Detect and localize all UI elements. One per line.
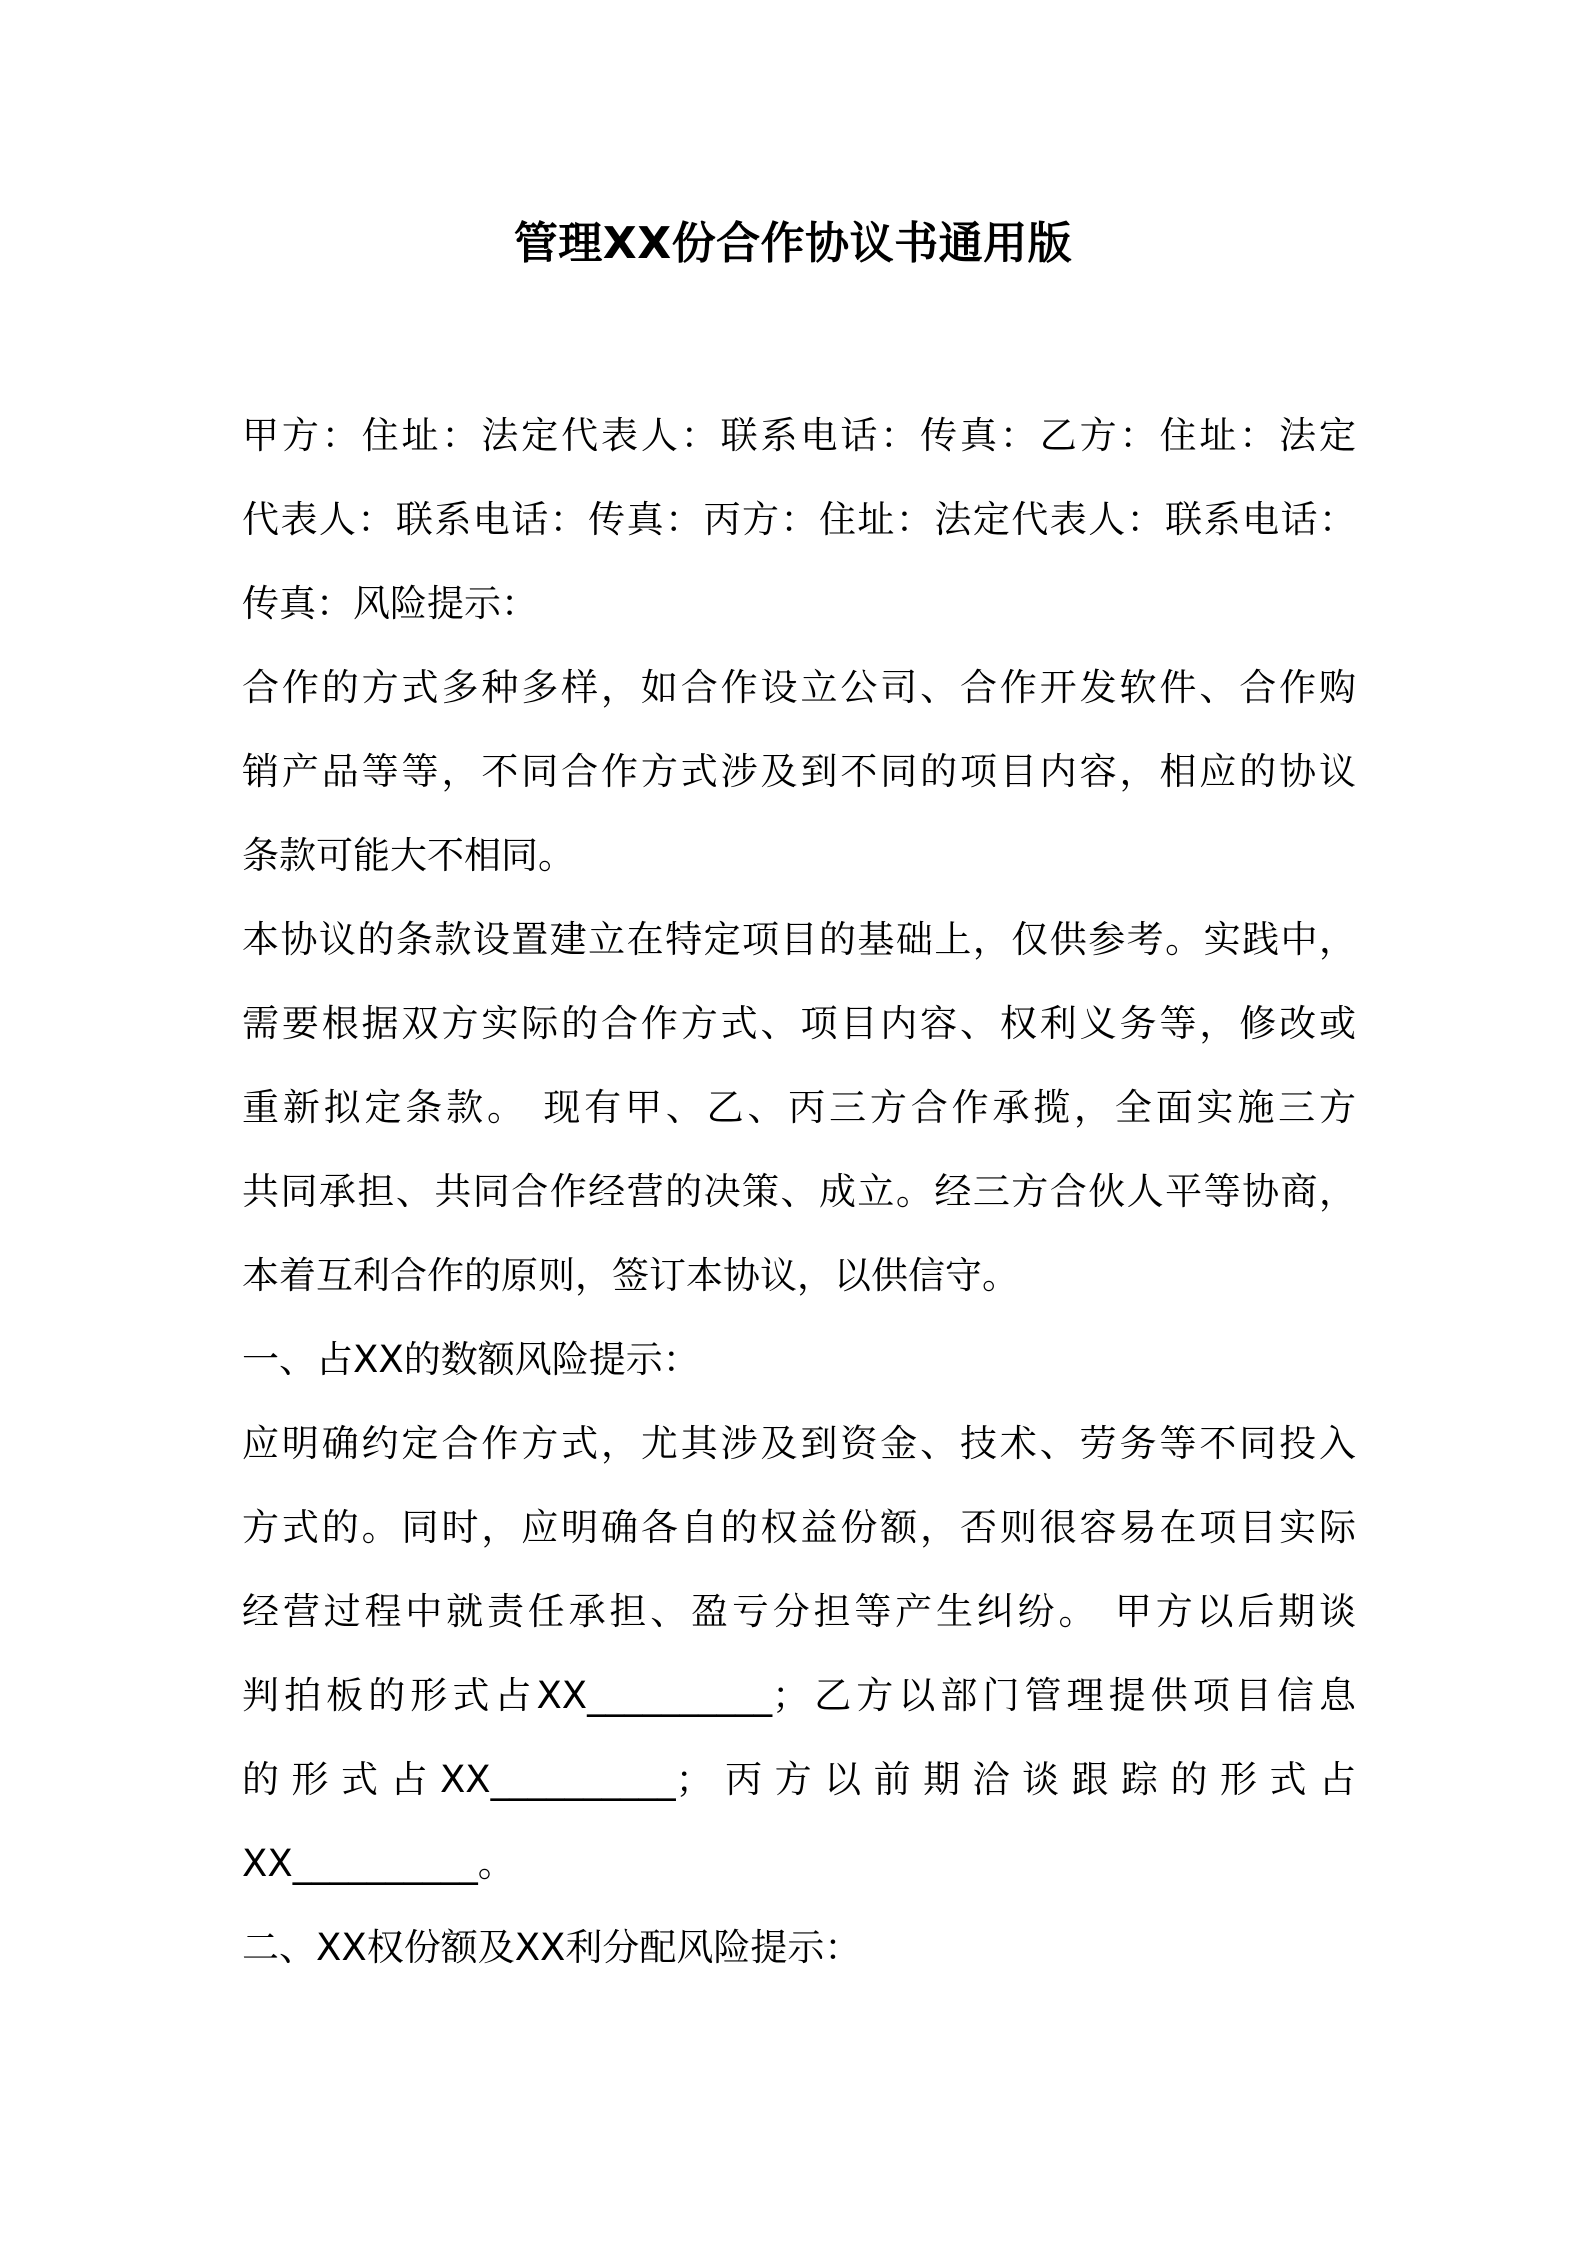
paragraph-line: 经营过程中就责任承担、盈亏分担等产生纠纷。 甲方以后期谈: [242, 1590, 1356, 1633]
paragraph-line: 合作的方式多种多样，如合作设立公司、合作开发软件、合作购: [242, 666, 1356, 709]
paragraph-line: 本协议的条款设置建立在特定项目的基础上，仅供参考。实践中，: [242, 918, 1356, 961]
document-title: 管理XX份合作协议书通用版: [513, 218, 1073, 269]
paragraph-line: 应明确约定合作方式，尤其涉及到资金、技术、劳务等不同投入: [242, 1422, 1356, 1465]
paragraph-line: 条款可能大不相同。: [242, 834, 575, 877]
section-heading: 二、XX权份额及XX利分配风险提示：: [242, 1926, 862, 1969]
paragraph-line: 共同承担、共同合作经营的决策、成立。经三方合伙人平等协商，: [242, 1170, 1356, 1213]
paragraph-line: 代表人：联系电话：传真：丙方：住址：法定代表人：联系电话：: [242, 498, 1356, 541]
document-body: [242, 394, 1356, 1990]
paragraph-line: 判拍板的形式占XX__________；乙方以部门管理提供项目信息: [242, 1674, 1356, 1717]
paragraph-line: 的形式占XX__________；丙方以前期洽谈跟踪的形式占: [242, 1758, 1356, 1801]
paragraph-line: 重新拟定条款。 现有甲、乙、丙三方合作承揽，全面实施三方: [242, 1086, 1356, 1129]
paragraph-line: 方式的。同时，应明确各自的权益份额，否则很容易在项目实际: [242, 1506, 1356, 1549]
paragraph-line: XX__________。: [242, 1842, 515, 1885]
paragraph-line: 销产品等等，不同合作方式涉及到不同的项目内容，相应的协议: [242, 750, 1356, 793]
paragraph-line: 甲方：住址：法定代表人：联系电话：传真：乙方：住址：法定: [242, 414, 1356, 457]
paragraph-line: 传真：风险提示：: [242, 582, 538, 625]
section-heading: 一、占XX的数额风险提示：: [242, 1338, 700, 1381]
paragraph-line: 本着互利合作的原则，签订本协议，以供信守。: [242, 1254, 1019, 1297]
paragraph-line: 需要根据双方实际的合作方式、项目内容、权利义务等，修改或: [242, 1002, 1356, 1045]
